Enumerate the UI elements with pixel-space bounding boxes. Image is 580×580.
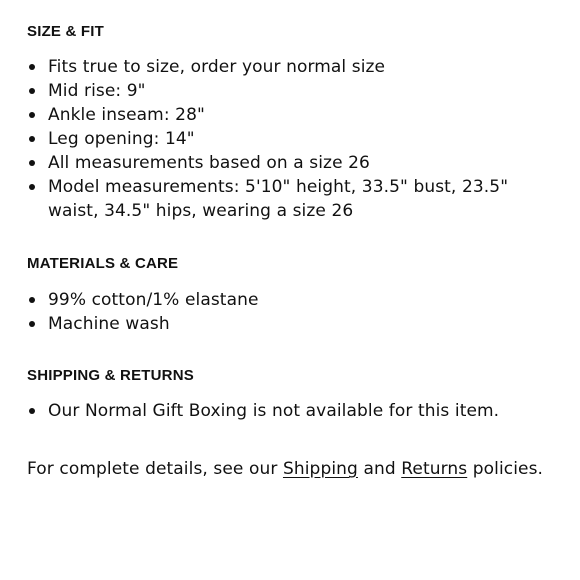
shipping-returns-list	[27, 399, 560, 423]
list-item-text: Machine wash	[48, 314, 170, 334]
list-item-text: Ankle inseam: 28"	[48, 105, 205, 125]
materials-care-heading: MATERIALS & CARE	[27, 255, 179, 272]
policy-note	[27, 457, 560, 481]
list-item	[27, 127, 560, 151]
list-item	[27, 288, 560, 312]
materials-care-list	[27, 288, 560, 336]
bullet-icon	[29, 112, 35, 118]
list-item	[27, 151, 560, 175]
list-item	[27, 175, 560, 223]
bullet-icon	[29, 88, 35, 94]
size-fit-heading: SIZE & FIT	[27, 23, 104, 40]
bullet-icon	[29, 184, 35, 190]
list-item	[27, 55, 560, 79]
bullet-icon	[29, 136, 35, 142]
list-item	[27, 103, 560, 127]
policy-note-suffix: policies.	[467, 459, 544, 479]
bullet-icon	[29, 321, 35, 327]
list-item-text: Mid rise: 9"	[48, 81, 146, 101]
list-item-text: Our Normal Gift Boxing is not available for this item.	[48, 401, 500, 421]
list-item-text: All measurements based on a size 26	[48, 153, 370, 173]
list-item-text: Leg opening: 14"	[48, 129, 195, 149]
list-item-text: Model measurements: 5'10" height, 33.5" bust, 23.5" waist, 34.5" hips, wearing a size 26	[48, 177, 509, 221]
list-item	[27, 79, 560, 103]
policy-note-connector: and	[357, 459, 402, 479]
shipping-policy-link[interactable]: Shipping	[282, 459, 358, 479]
bullet-icon	[29, 160, 35, 166]
returns-policy-link[interactable]: Returns	[401, 459, 468, 479]
policy-note-prefix: For complete details, see our	[27, 459, 283, 479]
list-item	[27, 312, 560, 336]
bullet-icon	[29, 64, 35, 70]
shipping-returns-heading: SHIPPING & RETURNS	[27, 367, 194, 384]
bullet-icon	[29, 297, 35, 303]
size-fit-list	[27, 55, 560, 223]
bullet-icon	[29, 408, 35, 414]
list-item-text: Fits true to size, order your normal size	[48, 57, 386, 77]
list-item	[27, 399, 560, 423]
list-item-text: 99% cotton/1% elastane	[48, 290, 259, 310]
